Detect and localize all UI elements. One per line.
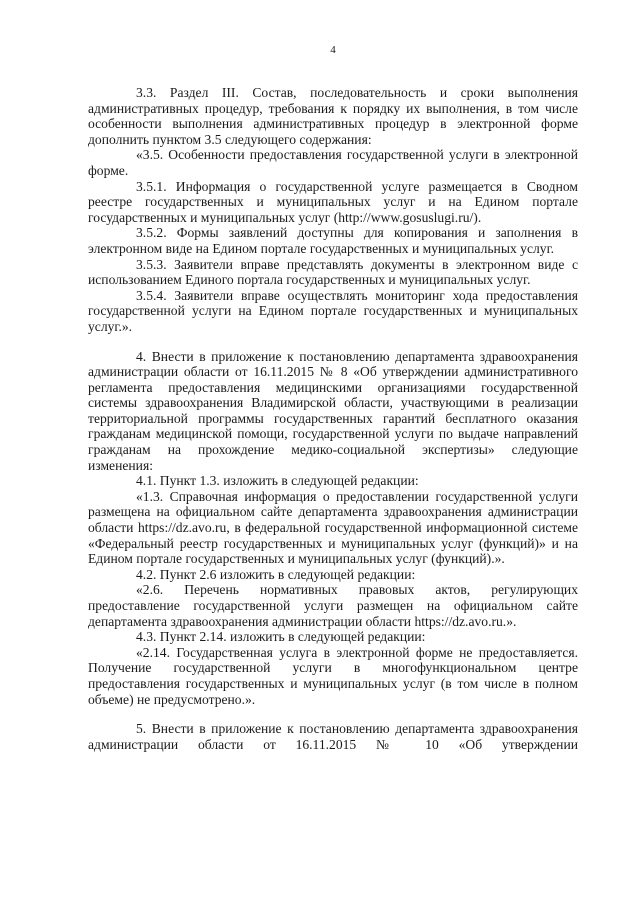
- paragraph-4-1: 4.1. Пункт 1.3. изложить в следующей редакции:: [136, 473, 419, 489]
- paragraph-4-3: 4.3. Пункт 2.14. изложить в следующей редакции:: [136, 629, 426, 645]
- paragraph-3-5-3: 3.5.3. Заявители вправе представлять документы в электронном виде с использованием Единого портала государственных и муниципальных услуг.: [88, 256, 578, 288]
- paragraph-4-2: 4.2. Пункт 2.6 изложить в следующей редакции:: [136, 566, 416, 582]
- paragraph-1-3-text: «1.3. Справочная информация о предоставлении государственной услуги размещена на официальном сайте департамента здравоохранения администрации области https://dz.avo.ru, в федеральной государственной информационной системе «Федеральный реестр государственных и муниципальных услуг (функций)» и на Едином портале государственных и муниципальных услуг (функций).».: [88, 488, 578, 567]
- paragraph-4: 4. Внести в приложение к постановлению департамента здравоохранения администрации области от 16.11.2015 № 8 «Об утверждении административного регламента предоставления медицинскими организациями государственной системы здравоохранения Владимирской области, участвующими в реализации территориальной программы государственных гарантий бесплатного оказания гражданам медицинской помощи, государственной услуги по выдаче направлений гражданам на прохождение медико-социальной экспертизы» следующие изменения:: [88, 348, 578, 473]
- paragraph-3-5-2: 3.5.2. Формы заявлений доступны для копирования и заполнения в электронном виде на Едином портале государственных и муниципальных услуг.: [88, 225, 578, 256]
- paragraph-2-14-text: «2.14. Государственная услуга в электронной форме не предоставляется. Получение государственной услуги в многофункциональном центре предоставления государственных и муниципальных услуг (в том числе в полном объеме) не предусмотрено.».: [88, 644, 578, 707]
- paragraph-5: 5. Внести в приложение к постановлению департамента здравоохранения администрации области от 16.11.2015 № 10 «Об утверждении: [88, 721, 578, 752]
- paragraph-3-3: 3.3. Раздел III. Состав, последовательность и сроки выполнения административных процедур, требования к порядку их выполнения, в том числе особенности выполнения административных процедур в электронной форме дополнить пунктом 3.5 следующего содержания:: [88, 85, 578, 147]
- paragraph-2-6-text: «2.6. Перечень нормативных правовых актов, регулирующих предоставление государственной услуги размещен на официальном сайте департамента здравоохранения администрации области https://dz.avo.ru.».: [88, 582, 578, 629]
- page-number: 4: [330, 44, 336, 56]
- paragraph-3-5: «3.5. Особенности предоставления государственной услуги в электронной форме.: [88, 147, 578, 178]
- paragraph-3-5-1: 3.5.1. Информация о государственной услуге размещается в Сводном реестре государственных и муниципальных услуг и на Едином портале государственных и муниципальных услуг (http://www.gosuslugi.ru/).: [88, 178, 578, 225]
- paragraph-3-5-4: 3.5.4. Заявители вправе осуществлять мониторинг хода предоставления государственной услуги на Едином портале государственных и муниципальных услуг.».: [88, 287, 578, 334]
